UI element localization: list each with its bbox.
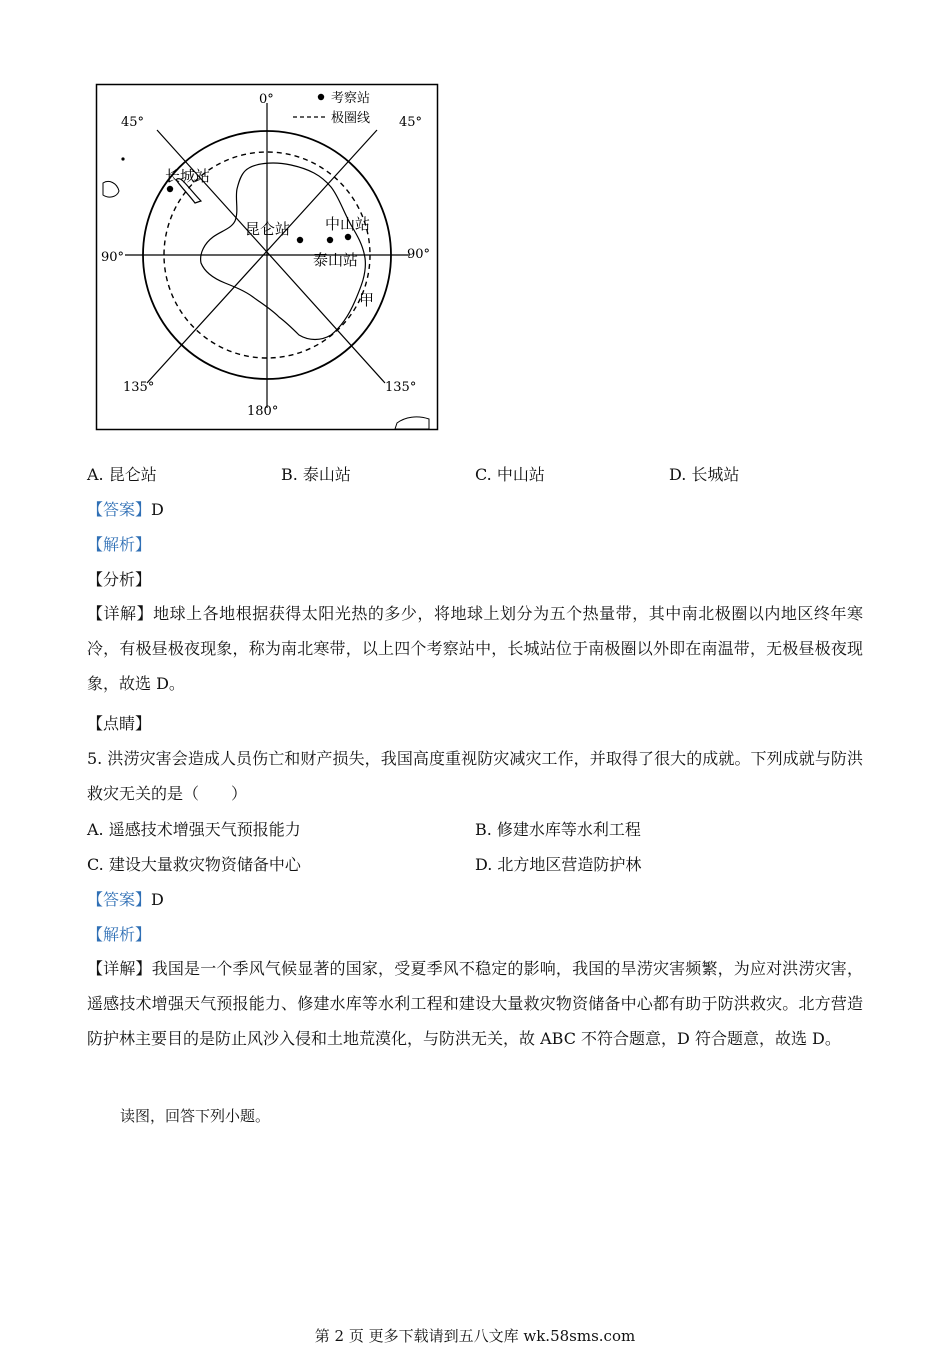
zhongshan-station-label: 中山站 — [325, 215, 371, 233]
taishan-station-dot — [327, 237, 333, 243]
kunlun-station-dot — [297, 237, 303, 243]
q5-option-b[interactable]: B. 修建水库等水利工程 — [475, 820, 641, 839]
q5-answer-row — [87, 890, 164, 910]
antarctica-map — [95, 83, 439, 431]
q5-answer-label: 【答案】 — [87, 890, 152, 909]
q4-option-b[interactable]: B. 泰山站 — [281, 465, 351, 484]
q4-analysis-label: 【解析】 — [87, 535, 152, 554]
q5-detail-paragraph — [87, 951, 863, 1056]
changcheng-station-label: 长城站 — [165, 167, 211, 185]
station-legend-dot — [318, 94, 324, 100]
degree-45-right-label: 45° — [399, 115, 423, 130]
q4-fenxi-label: 【分析】 — [87, 570, 152, 589]
degree-135-right-label: 135° — [385, 380, 417, 395]
legend-circle-label: 极圈线 — [331, 111, 371, 126]
degree-90-left-label: 90° — [101, 250, 125, 265]
jia-label: 甲 — [359, 291, 375, 309]
degree-90-right-label: 90° — [407, 247, 431, 262]
q5-detail-text: 我国是一个季风气候显著的国家，受夏季风不稳定的影响，我国的旱涝灾害频繁，为应对洪涝灾害，遥感技术增强天气预报能力、修建水库等水利工程和建设大量救灾物资储备中心都有助于防洪救灾。北方营造防护林主要目的是防止风沙入侵和土地荒漠化，与防洪无关，故 ABC 不符合题意，D 符合题意，故选 D。 — [87, 959, 863, 1048]
q4-dianjing-label: 【点睛】 — [87, 714, 152, 733]
degree-45-left-label: 45° — [121, 115, 145, 130]
legend-station-label: 考察站 — [331, 91, 371, 106]
zhongshan-station-dot — [345, 234, 351, 240]
q5-stem: 5. 洪涝灾害会造成人员伤亡和财产损失，我国高度重视防灾减灾工作，并取得了很大的成就。下列成就与防洪救灾无关的是（ ） — [87, 749, 863, 803]
q5-option-a[interactable]: A. 遥感技术增强天气预报能力 — [87, 820, 301, 839]
q5-answer-value: D — [151, 890, 164, 909]
q4-answer-label: 【答案】 — [87, 500, 152, 519]
taishan-station-label: 泰山站 — [313, 251, 359, 269]
q5-option-c[interactable]: C. 建设大量救灾物资储备中心 — [87, 855, 301, 874]
q4-answer-row — [87, 500, 164, 520]
changcheng-station-dot — [167, 186, 173, 192]
q5-detail-label: 【详解】 — [87, 959, 152, 978]
next-instruction: 读图，回答下列小题。 — [120, 1107, 271, 1125]
page-footer: 第 2 页 更多下载请到五八文库 wk.58sms.com — [314, 1327, 636, 1345]
q4-option-c[interactable]: C. 中山站 — [475, 465, 545, 484]
q4-detail-paragraph — [87, 596, 863, 701]
q4-detail-text: 地球上各地根据获得太阳光热的多少，将地球上划分为五个热量带，其中南北极圈以内地区终年寒冷，有极昼极夜现象，称为南北寒带，以上四个考察站中，长城站位于南极圈以外即在南温带，无极昼极夜现象，故选 D。 — [87, 604, 863, 693]
q4-detail-label: 【详解】 — [87, 604, 154, 623]
q5-analysis-label: 【解析】 — [87, 925, 152, 944]
q4-answer-value: D — [151, 500, 164, 519]
degree-135-left-label: 135° — [123, 380, 155, 395]
degree-180-label: 180° — [247, 404, 279, 419]
q4-option-d[interactable]: D. 长城站 — [669, 465, 740, 484]
q4-option-a[interactable]: A. 昆仑站 — [87, 465, 157, 484]
island-dot — [121, 157, 124, 160]
kunlun-station-label: 昆仑站 — [245, 220, 291, 238]
q5-option-d[interactable]: D. 北方地区营造防护林 — [475, 855, 642, 874]
degree-0-label: 0° — [259, 92, 274, 107]
